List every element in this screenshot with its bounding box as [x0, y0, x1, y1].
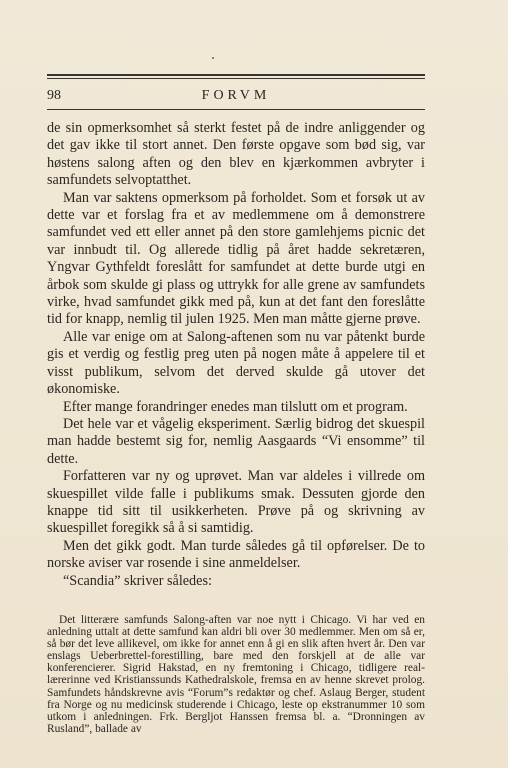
paragraph: Efter mange forandringer enedes man tilslutt om et program. [63, 398, 408, 415]
header-rule-double [47, 74, 425, 79]
print-speck [212, 57, 214, 59]
paragraph: “Scandia” skriver således: [63, 572, 212, 589]
page-header [47, 88, 425, 108]
paragraph: Det hele var et vågelig eksperiment. Særlig bidrog det skuespil man hadde bestemt sig for, nemlig Aasgaards “Vi ensomme” til dette. [47, 415, 425, 467]
paragraph: de sin opmerksomhet så sterkt festet på de indre anliggender og det gav ikke til stort annet. Den første opgave som bød sig, var høstens salong aften og den blev en kjærkommen avbryter i samfundets selvoptatthet. [47, 120, 425, 189]
page-number: 98 [47, 88, 61, 103]
paragraph: Man var saktens opmerksom på forholdet. Som et forsøk ut av dette var et forslag fra et av medlemmene om å demonstrere samfundet ved ett eller annet på den store gamlehjems picnic det var innbudt til. Og allerede tidlig på året hadde sekretæren, Yngvar Gythfeldt foreslått for samfundet at dette burde utgi en årbok som skulde gi plass og uttrykk for alle grene av samfundets virke, hvad samfundet gikk med på, kun at det fant den foreslåtte tid for knapp, nemlig til julen 1925. Men man måtte gjerne prøve. [47, 189, 425, 328]
paragraph: Forfatteren var ny og uprøvet. Man var aldeles i villrede om skuespillet vilde falle i publikums smak. Dessuten gjorde den knappe tid sitt til usikkerheten. Prøve på og skrivning av skuespillet foregikk så å si samtidig. [47, 468, 425, 537]
body-text [47, 120, 425, 590]
running-title: FORVM [201, 88, 271, 103]
paragraph: Men det gikk godt. Man turde således gå til opførelser. De to norske aviser var rosende i sine anmeldelser. [47, 537, 425, 572]
newspaper-quote [47, 614, 425, 735]
header-rule [47, 109, 425, 110]
quote-paragraph: Det litterære samfunds Salong-aften var noe nytt i Chicago. Vi har ved en anledning uttalt at dette samfund kan aldri bli over 30 medlemmer. Men om så er, så bør det leve allikevel, om ikke for annet enn å gi en slik aften hvert år. Den var enslags Ueberbrettel-forestilling, bare med den forskjell at de alle var konferencierer. Sigrid Hakstad, en ny fremtoning i Chicago, tidligere real-lærerinne ved Kristianssunds Kathedralskole, fremsa en av henne skrevet prolog. Samfundets håndskrevne avis “Forum”s redaktør og chef. Aslaug Berger, student fra Norge og nu medicinsk studerende i Chicago, leste op ekstranummer 10 som utkom i anledningen. Frk. Bergljot Hanssen fremsa bl. a. “Dronningen av Rusland”, ballade av [47, 614, 425, 735]
paragraph: Alle var enige om at Salong-aftenen som nu var påtenkt burde gis et verdig og festlig preg uten på nogen måte å appelere til et visst publikum, selvom det derved skulde gå utover det økonomiske. [47, 328, 425, 398]
